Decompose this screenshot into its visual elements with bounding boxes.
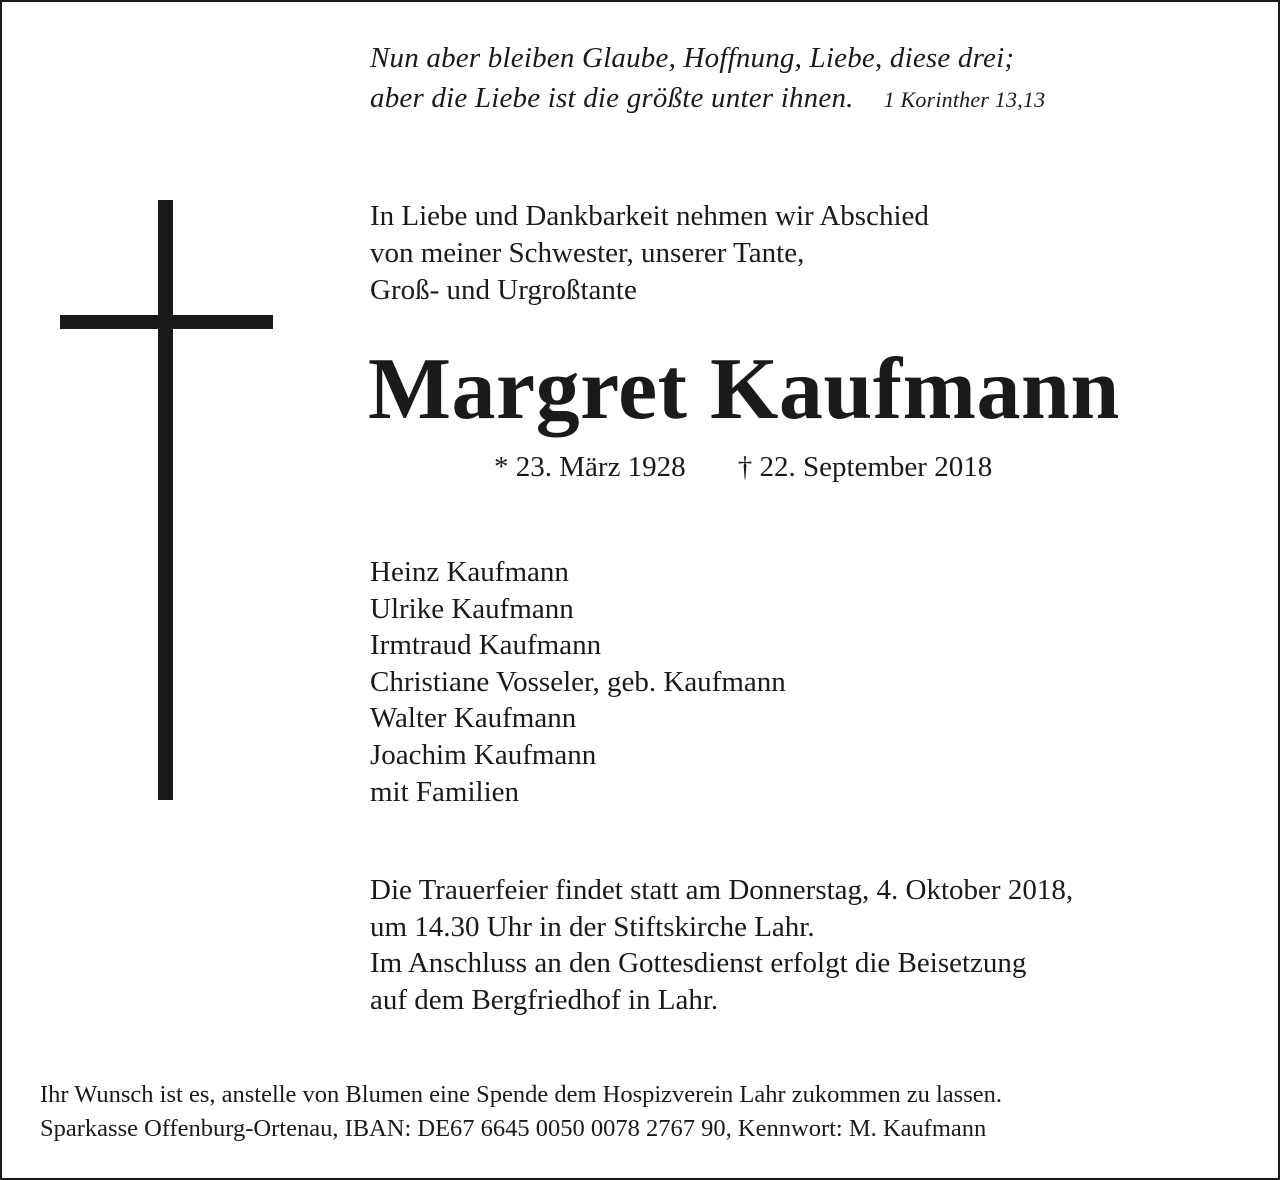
mourner-item: Ulrike Kaufmann xyxy=(370,592,574,625)
quote-line-2 xyxy=(370,78,1045,120)
quote-line-2-text: aber die Liebe ist die größte unter ihnen. xyxy=(370,82,854,114)
death-date: † 22. September 2018 xyxy=(737,451,993,483)
quote-reference: 1 Korinther 13,13 xyxy=(883,87,1046,112)
ceremony-details xyxy=(370,872,1073,1018)
quote-line-1: Nun aber bleiben Glaube, Hoffnung, Liebe, diese drei; xyxy=(370,42,1015,74)
donation-line: Ihr Wunsch ist es, anstelle von Blumen eine Spende dem Hospizverein Lahr zukommen zu lassen. xyxy=(40,1081,1002,1108)
cross-horizontal-bar xyxy=(60,315,273,329)
mourner-item: Walter Kaufmann xyxy=(370,702,577,735)
ceremony-line: um 14.30 Uhr in der Stiftskirche Lahr. xyxy=(370,910,815,943)
intro-line: In Liebe und Dankbarkeit nehmen wir Abschied xyxy=(370,200,929,232)
mourner-item: mit Familien xyxy=(370,775,520,808)
intro-line: Groß- und Urgroßtante xyxy=(370,274,637,306)
intro-line: von meiner Schwester, unserer Tante, xyxy=(370,237,805,269)
mourner-item: Joachim Kaufmann xyxy=(370,738,597,771)
mourners-list xyxy=(370,554,786,810)
cross-vertical-bar xyxy=(158,200,173,800)
ceremony-line: auf dem Bergfriedhof in Lahr. xyxy=(370,983,719,1016)
intro-text xyxy=(370,198,929,309)
bible-quote xyxy=(370,38,1045,120)
mourner-item: Heinz Kaufmann xyxy=(370,556,569,588)
mourner-item: Christiane Vosseler, geb. Kaufmann xyxy=(370,665,786,698)
life-dates xyxy=(494,448,992,486)
deceased-name: Margret Kaufmann xyxy=(368,341,1120,438)
mourner-item: Irmtraud Kaufmann xyxy=(370,629,602,662)
birth-date: * 23. März 1928 xyxy=(494,451,686,483)
ceremony-line: Im Anschluss an den Gottesdienst erfolgt die Beisetzung xyxy=(370,947,1027,979)
ceremony-line: Die Trauerfeier findet statt am Donnerstag, 4. Oktober 2018, xyxy=(370,874,1074,906)
donation-bank-details: Sparkasse Offenburg-Ortenau, IBAN: DE67 6645 0050 0078 2767 90, Kennwort: M. Kaufmann xyxy=(40,1115,987,1142)
donation-note xyxy=(40,1078,1002,1146)
